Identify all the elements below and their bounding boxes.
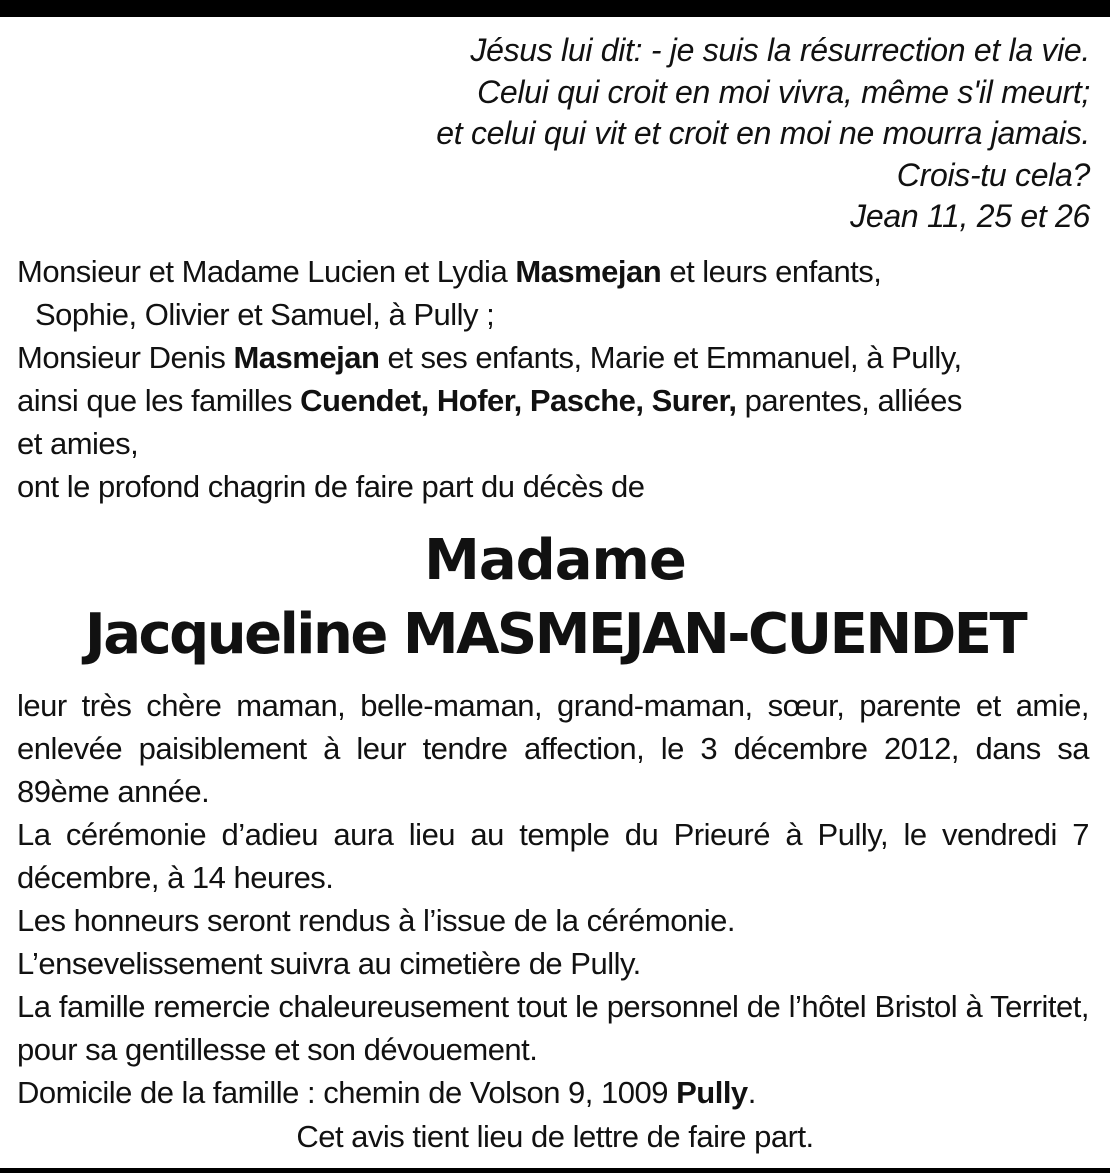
mourner-line: ainsi que les familles Cuendet, Hofer, Pasche, Surer, parentes, alliées [17, 383, 962, 418]
announcement-body [17, 684, 1089, 1114]
mourner-line: Monsieur et Madame Lucien et Lydia Masmejan et leurs enfants, [17, 254, 882, 289]
deceased-name-block [0, 525, 1110, 673]
top-border-rule [0, 0, 1110, 17]
family-address: Domicile de la famille : chemin de Volson 9, 1009 Pully. [17, 1075, 756, 1110]
mourner-line: Monsieur Denis Masmejan et ses enfants, Marie et Emmanuel, à Pully, [17, 340, 962, 375]
address-town: Pully [676, 1075, 748, 1110]
bible-verse-quote [190, 30, 1090, 238]
announcement-intro: ont le profond chagrin de faire part du décès de [17, 469, 645, 504]
honours-line: Les honneurs seront rendus à l’issue de la cérémonie. [17, 903, 735, 938]
deceased-honorific: Madame [424, 528, 686, 593]
burial-line: L’ensevelissement suivra au cimetière de Pully. [17, 946, 641, 981]
mourner-line: et amies, [17, 426, 139, 461]
deceased-full-name: Jacqueline MASMEJAN-CUENDET [84, 602, 1026, 667]
verse-line: et celui qui vit et croit en moi ne mourra jamais. [436, 115, 1090, 151]
verse-reference: Jean 11, 25 et 26 [850, 198, 1090, 234]
family-names: Cuendet, Hofer, Pasche, Surer, [300, 383, 737, 418]
verse-line: Jésus lui dit: - je suis la résurrection et la vie. [470, 32, 1090, 68]
thanks-paragraph: La famille remercie chaleureusement tout le personnel de l’hôtel Bristol à Territet, pour sa gentillesse et son dévouement. [17, 989, 1089, 1067]
bottom-border-rule [0, 1168, 1110, 1173]
verse-line: Celui qui croit en moi vivra, même s'il meurt; [477, 73, 1090, 110]
mourners-list [17, 250, 1092, 508]
mourner-line: Sophie, Olivier et Samuel, à Pully ; [35, 297, 495, 332]
closing-note: Cet avis tient lieu de lettre de faire part. [296, 1119, 814, 1154]
family-name: Masmejan [233, 340, 380, 375]
family-name: Masmejan [515, 254, 662, 289]
verse-line: Crois-tu cela? [896, 156, 1090, 193]
ceremony-paragraph: La cérémonie d’adieu aura lieu au temple du Prieuré à Pully, le vendredi 7 décembre, à 14 heures. [17, 817, 1089, 895]
death-notice-paragraph: leur très chère maman, belle-maman, grand-maman, sœur, parente et amie, enlevée paisiblement à leur tendre affection, le 3 décembre 2012, dans sa 89ème année. [17, 688, 1089, 809]
